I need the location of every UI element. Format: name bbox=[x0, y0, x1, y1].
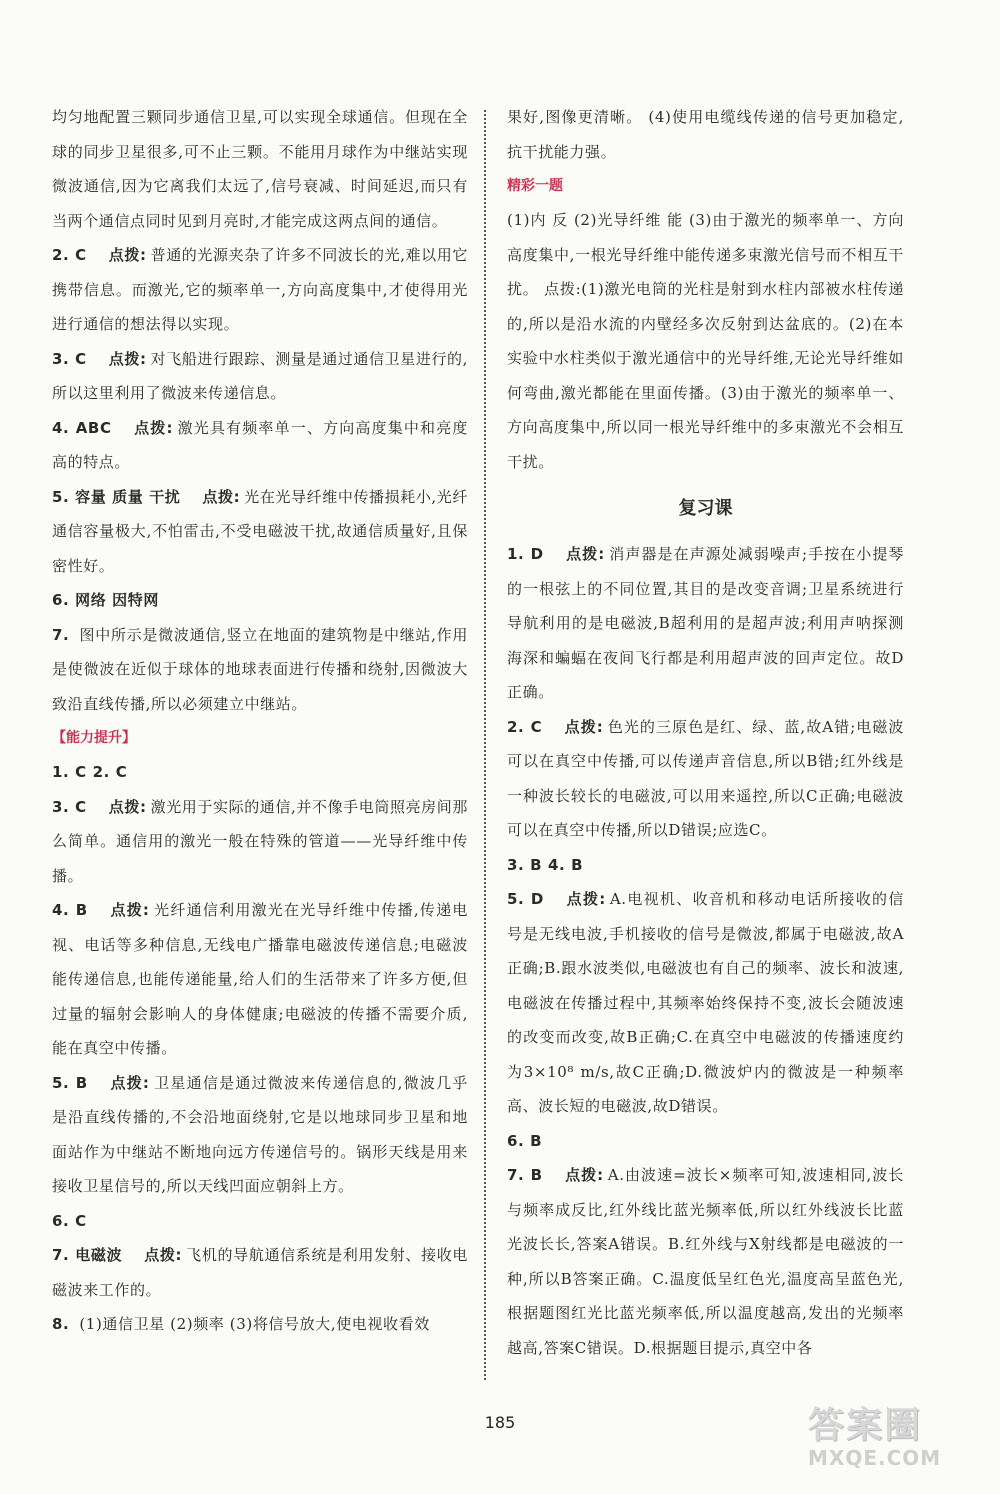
hint-label: 点拨: bbox=[565, 545, 605, 563]
answer-number: 6. C bbox=[52, 1211, 87, 1230]
answer-item bbox=[52, 583, 468, 618]
answer-body: 果好,图像更清晰。 (4)使用电缆线传递的信号更加稳定,抗干扰能力强。 bbox=[507, 108, 904, 161]
answer-body: (1)内 反 (2)光导纤维 能 (3)由于激光的频率单一、方向高度集中,一根光导纤维中能传递多束激光信号而不相互干扰。 点拨:(1)激光电筒的光柱是射到水柱内部被水柱传递的,所以是沿水流的内壁经多次反射到达盆底的。(2)在本实验中水柱类似于激光通信中的光导纤维,无论光导纤维如何弯曲,激光都能在里面传播。(3)由于激光的频率单一、方向高度集中,所以同一根光导纤维中的多束激光不会相互干扰。 bbox=[507, 211, 904, 471]
answer-number: 7. B bbox=[507, 1166, 543, 1184]
answer-number: 8. bbox=[52, 1315, 70, 1333]
answer-number: 4. B bbox=[52, 901, 88, 919]
answer-body: A.由波速=波长×频率可知,波速相同,波长与频率成反比,红外线比蓝光频率低,所以红外线波长比蓝光波长长,答案A错误。B.红外线与X射线都是电磁波的一种,所以B答案正确。C.温度低呈红色光,温度高呈蓝色光,根据题图红光比蓝光频率低,所以温度越高,发出的光频率越高,答案C错误。D.根据题目提示,真空中各 bbox=[507, 1166, 904, 1357]
answer-item bbox=[52, 1307, 468, 1342]
answer-item bbox=[52, 1238, 468, 1307]
answer-text bbox=[507, 100, 904, 169]
answer-number: 1. C 2. C bbox=[52, 763, 128, 781]
answer-number: 5. D bbox=[507, 890, 544, 908]
section-heading: 【能力提升】 bbox=[52, 730, 136, 746]
answer-body: 对飞船进行跟踪、测量是通过通信卫星进行的,所以这里利用了微波来传递信息。 bbox=[52, 349, 468, 402]
answer-item bbox=[52, 790, 468, 894]
answer-body: 卫星通信是通过微波来传递信息的,微波几乎是沿直线传播的,不会沿地面绕射,它是以地球同步卫星和地面站作为中继站不断地向远方传递信号的。锅形天线是用来接收卫星信号的,所以天线凹面应朝斜上方。 bbox=[52, 1073, 468, 1195]
answer-body: 激光用于实际的通信,并不像手电筒照亮房间那么简单。通信用的激光一般在特殊的管道——光导纤维中传播。 bbox=[52, 797, 468, 885]
answer-number: 6. 网络 因特网 bbox=[52, 591, 159, 609]
answer-item bbox=[52, 618, 468, 722]
hint-label: 点拨: bbox=[564, 717, 604, 736]
answer-body: 光在光导纤维中传播损耗小,光纤通信容量极大,不怕雷击,不受电磁波干扰,故通信质量好,且保密性好。 bbox=[52, 487, 468, 575]
answer-number: 3. B 4. B bbox=[507, 855, 584, 874]
answer-item bbox=[507, 710, 904, 848]
answer-item bbox=[52, 755, 468, 790]
hint-label: 点拨: bbox=[133, 418, 174, 437]
answer-item bbox=[507, 848, 904, 883]
answer-item bbox=[507, 1158, 904, 1365]
hint-label: 点拨: bbox=[108, 246, 147, 264]
hint-label: 点拨: bbox=[144, 1246, 183, 1264]
answer-item bbox=[52, 411, 468, 480]
answer-body: 色光的三原色是红、绿、蓝,故A错;电磁波可以在真空中传播,可以传递声音信息,所以B错;红外线是一种波长较长的电磁波,可以用来遥控,所以C正确;电磁波可以在真空中传播,所以D错误;应选C。 bbox=[507, 717, 904, 839]
answer-body: 普通的光源夹杂了许多不同波长的光,难以用它携带信息。而激光,它的频率单一,方向高度集中,才使得用光进行通信的想法得以实现。 bbox=[52, 246, 468, 333]
answer-body: 均匀地配置三颗同步通信卫星,可以实现全球通信。但现在全球的同步卫星很多,可不止三颗。不能用月球作为中继站实现微波通信,因为它离我们太远了,信号衰减、时间延迟,而只有当两个通信点同时见到月亮时,才能完成这两点间的通信。 bbox=[52, 108, 468, 230]
column-divider bbox=[484, 110, 486, 1380]
answer-body: 激光具有频率单一、方向高度集中和亮度高的特点。 bbox=[52, 418, 468, 471]
answer-number: 1. D bbox=[507, 545, 544, 563]
watermark-text: 答案圈 bbox=[808, 1405, 923, 1446]
answer-item bbox=[507, 537, 904, 710]
hint-label: 点拨: bbox=[108, 797, 147, 816]
answer-number: 7. bbox=[52, 625, 70, 644]
watermark-logo bbox=[808, 1406, 978, 1476]
answer-body: A.电视机、收音机和移动电话所接收的信号是无线电波,手机接收的信号是微波,都属于电磁波,故A正确;B.跟水波类似,电磁波也有自己的频率、波长和波速,电磁波在传播过程中,其频率始终保持不变,波长会随波速的改变而改变,故B正确;C.在真空中电磁波的传播速度约为3×10⁸ m/s,故C正确;D.微波炉内的微波是一种频率高、波长短的电磁波,故D错误。 bbox=[507, 890, 904, 1115]
hint-label: 点拨: bbox=[202, 487, 241, 506]
answer-item bbox=[507, 882, 904, 1124]
answer-item bbox=[52, 1204, 468, 1239]
hint-label: 点拨: bbox=[108, 349, 147, 368]
answer-text bbox=[507, 203, 904, 479]
section-heading: 精彩一题 bbox=[507, 178, 563, 194]
answer-item bbox=[52, 480, 468, 584]
left-column bbox=[52, 100, 468, 1342]
answer-number: 3. C bbox=[52, 797, 87, 816]
right-column bbox=[507, 100, 904, 1365]
answer-number: 3. C bbox=[52, 349, 87, 368]
answer-item bbox=[507, 1124, 904, 1159]
hint-label: 点拨: bbox=[565, 890, 606, 908]
answer-body: 飞机的导航通信系统是利用发射、接收电磁波来工作的。 bbox=[52, 1246, 468, 1299]
answer-body: 图中所示是微波通信,竖立在地面的建筑物是中继站,作用是使微波在近似于球体的地球表面进行传播和绕射,因微波大致沿直线传播,所以必须建立中继站。 bbox=[52, 625, 468, 713]
answer-item bbox=[52, 238, 468, 342]
answer-body: 消声器是在声源处减弱噪声;手按在小提琴的一根弦上的不同位置,其目的是改变音调;卫星系统进行导航利用的是电磁波,B超利用的是超声波;利用声呐探测海深和蝙蝠在夜间飞行都是利用超声波的回声定位。故D正确。 bbox=[507, 545, 904, 701]
hint-label: 点拨: bbox=[109, 1073, 150, 1092]
answer-number: 4. ABC bbox=[52, 418, 112, 437]
answer-number: 2. C bbox=[507, 717, 543, 736]
section-title: 复习课 bbox=[678, 498, 733, 519]
answer-item bbox=[52, 1066, 468, 1204]
hint-label: 点拨: bbox=[109, 901, 150, 919]
answer-number: 6. B bbox=[507, 1131, 543, 1150]
answer-item bbox=[52, 893, 468, 1066]
hint-label: 点拨: bbox=[564, 1166, 604, 1184]
answer-item bbox=[52, 342, 468, 411]
answer-number: 7. 电磁波 bbox=[52, 1246, 123, 1264]
watermark-url: MXQE.COM bbox=[808, 1446, 942, 1470]
answer-body: (1)通信卫星 (2)频率 (3)将信号放大,使电视收看效 bbox=[79, 1315, 430, 1333]
answer-number: 5. B bbox=[52, 1073, 88, 1092]
answer-number: 5. 容量 质量 干扰 bbox=[52, 487, 181, 506]
page-number: 185 bbox=[484, 1413, 516, 1432]
answer-text bbox=[52, 100, 468, 238]
answer-body: 光纤通信利用激光在光导纤维中传播,传递电视、电话等多种信息,无线电广播靠电磁波传递信息;电磁波能传递信息,也能传递能量,给人们的生活带来了许多方便,但过量的辐射会影响人的身体健康;电磁波的传播不需要介质,能在真空中传播。 bbox=[52, 901, 468, 1057]
answer-number: 2. C bbox=[52, 246, 87, 264]
